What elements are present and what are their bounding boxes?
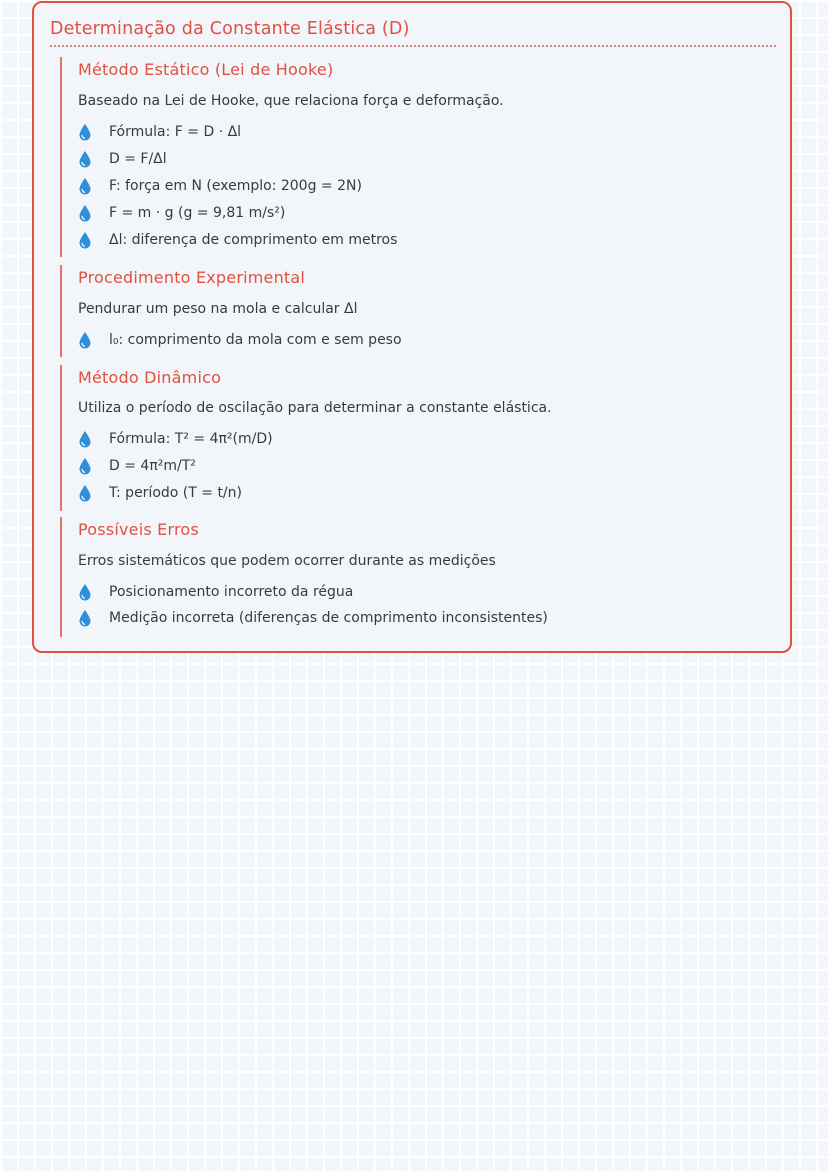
water-drop-icon [78, 430, 92, 448]
list-item [78, 455, 196, 477]
card-title: Determinação da Constante Elástica (D) [50, 19, 410, 39]
section-title: Método Dinâmico [78, 368, 222, 387]
list-item [78, 607, 548, 629]
list-item [78, 428, 273, 450]
section-description: Utiliza o período de oscilação para determinar a constante elástica. [78, 400, 552, 416]
section-experimental-procedure [60, 265, 780, 357]
list-item-text: Medição incorreta (diferenças de comprimento inconsistentes) [109, 610, 548, 626]
list-item-text: l₀: comprimento da mola com e sem peso [109, 332, 402, 348]
list-item [78, 121, 241, 143]
section-title: Possíveis Erros [78, 520, 199, 539]
water-drop-icon [78, 609, 92, 627]
section-title: Procedimento Experimental [78, 268, 306, 287]
list-item-text: F = m · g (g = 9,81 m/s²) [109, 205, 286, 221]
section-possible-errors [60, 517, 780, 637]
info-card [32, 1, 792, 653]
section-description: Pendurar um peso na mola e calcular Δl [78, 301, 358, 317]
water-drop-icon [78, 204, 92, 222]
title-divider [50, 45, 776, 47]
list-item [78, 482, 242, 504]
water-drop-icon [78, 484, 92, 502]
water-drop-icon [78, 123, 92, 141]
list-item [78, 329, 402, 351]
section-static-method [60, 57, 780, 257]
list-item-text: T: período (T = t/n) [109, 485, 242, 501]
section-dynamic-method [60, 365, 780, 511]
water-drop-icon [78, 150, 92, 168]
water-drop-icon [78, 457, 92, 475]
water-drop-icon [78, 231, 92, 249]
list-item-text: D = 4π²m/T² [109, 458, 196, 474]
section-description: Baseado na Lei de Hooke, que relaciona força e deformação. [78, 93, 504, 109]
water-drop-icon [78, 583, 92, 601]
list-item [78, 175, 362, 197]
list-item-text: F: força em N (exemplo: 200g = 2N) [109, 178, 362, 194]
list-item-text: Fórmula: T² = 4π²(m/D) [109, 431, 273, 447]
section-description: Erros sistemáticos que podem ocorrer durante as medições [78, 553, 496, 569]
list-item-text: D = F/Δl [109, 151, 167, 167]
water-drop-icon [78, 331, 92, 349]
list-item [78, 229, 397, 251]
list-item-text: Δl: diferença de comprimento em metros [109, 232, 398, 248]
list-item [78, 148, 167, 170]
list-item-text: Posicionamento incorreto da régua [109, 584, 354, 600]
section-title: Método Estático (Lei de Hooke) [78, 60, 334, 79]
list-item [78, 202, 285, 224]
water-drop-icon [78, 177, 92, 195]
list-item-text: Fórmula: F = D · Δl [109, 124, 242, 140]
list-item [78, 581, 353, 603]
